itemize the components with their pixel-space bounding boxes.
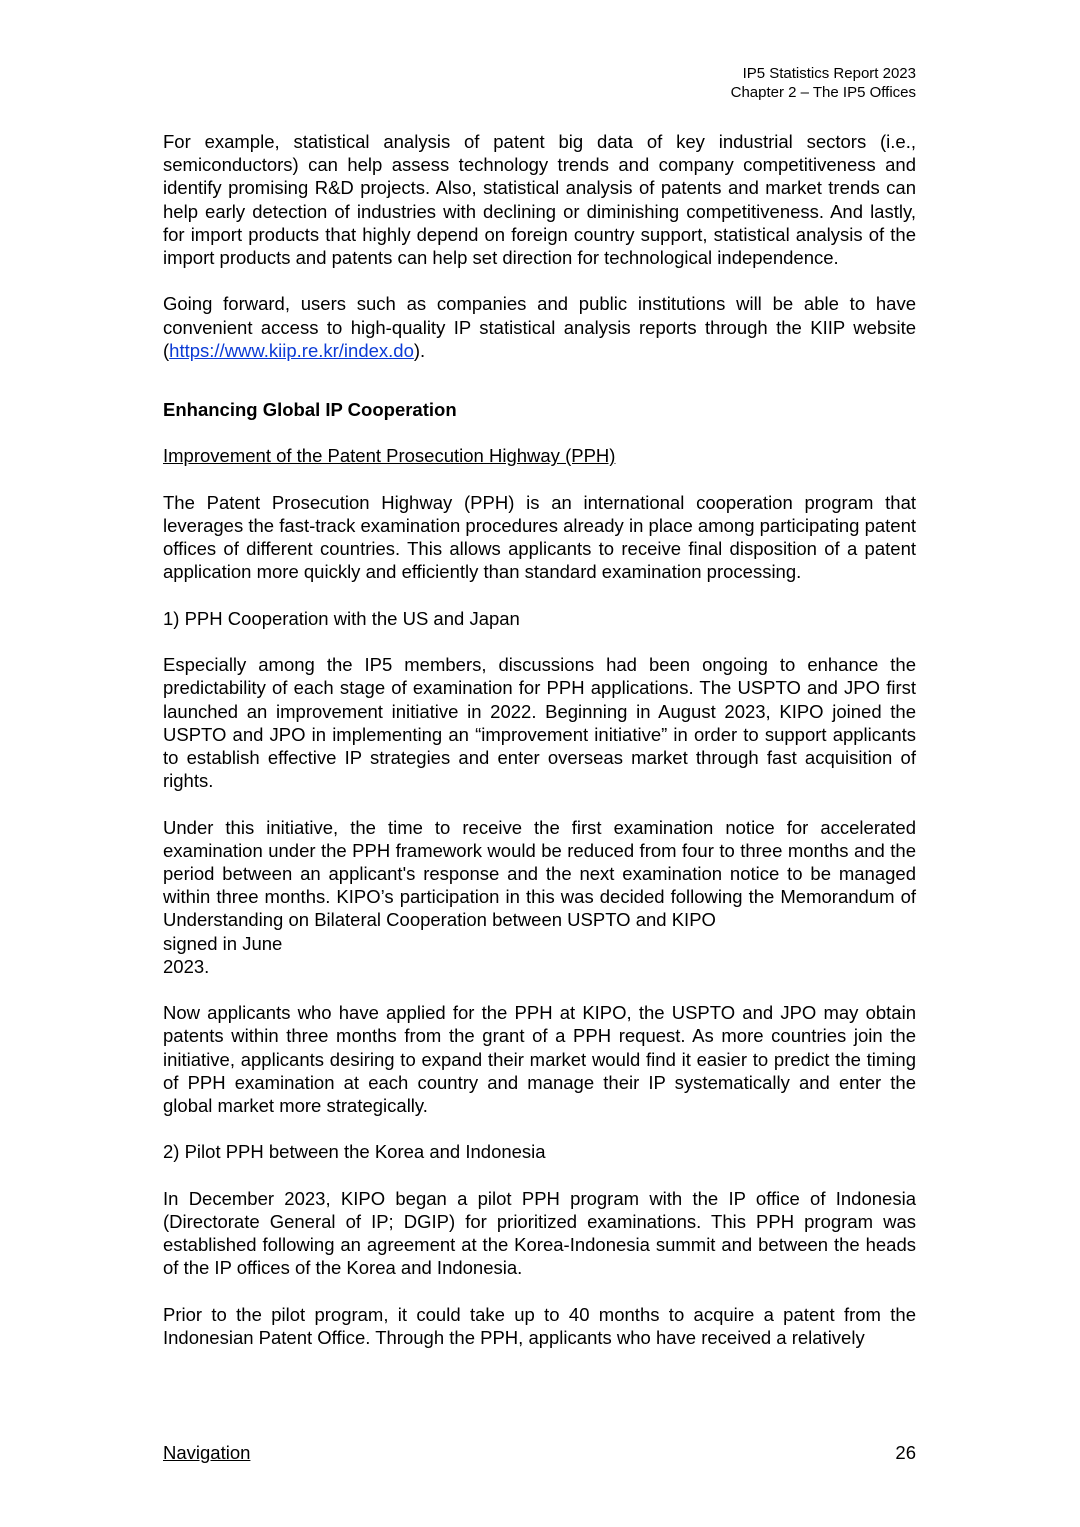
kiip-website-link[interactable]: https://www.kiip.re.kr/index.do bbox=[169, 339, 414, 361]
section-heading: Enhancing Global IP Cooperation bbox=[163, 399, 457, 421]
chapter-title: Chapter 2 – The IP5 Offices bbox=[730, 84, 916, 101]
list-item-title-1: 1) PPH Cooperation with the US and Japan bbox=[163, 607, 520, 629]
paragraph-kiip-analysis: For example, statistical analysis of patent big data of key industrial sectors (i.e., semiconductors) can help assess technology trends and company competitiveness and identify promising R&D projects. Also, statistical analysis of patents and market trends can help early detection of industries with declining or diminishing competitiveness. And lastly, for import products that highly depend on foreign country support, statistical analysis of the import products and patents can help set direction for technological independence. bbox=[163, 131, 916, 269]
paragraph-pph-intro: The Patent Prosecution Highway (PPH) is an international cooperation program that leverages the fast-track examination procedures already in place among participating patent offices of different countries. This allows applicants to receive final disposition of a patent application more quickly and efficiently than standard examination processing. bbox=[163, 491, 916, 583]
paragraph-prior-pilot: Prior to the pilot program, it could take up to 40 months to acquire a patent from the Indonesian Patent Office. Through the PPH, applicants who have received a relatively bbox=[163, 1303, 916, 1348]
paragraph-kiip-website bbox=[163, 292, 916, 362]
page-number: 26 bbox=[895, 1442, 916, 1463]
page-content bbox=[163, 130, 916, 1349]
paragraph-text: Going forward, users such as companies and public institutions will be able to have convenient access to high-quality IP statistical analysis reports through the KIIP website ( bbox=[163, 293, 916, 361]
navigation-link[interactable]: Navigation bbox=[163, 1442, 251, 1463]
report-title: IP5 Statistics Report 2023 bbox=[742, 65, 916, 82]
paragraph-initiative-line: 2023. bbox=[163, 955, 210, 977]
paragraph-indonesia-pilot: In December 2023, KIPO began a pilot PPH program with the IP office of Indonesia (Directorate General of IP; DGIP) for prioritized examinations. This PPH program was established following an agreement at the Korea-Indonesia summit and between the heads of the IP offices of the Korea and Indonesia. bbox=[163, 1187, 916, 1279]
page-header bbox=[731, 64, 916, 102]
subsection-heading: Improvement of the Patent Prosecution Highway (PPH) bbox=[163, 445, 616, 467]
list-item-title-2: 2) Pilot PPH between the Korea and Indonesia bbox=[163, 1141, 546, 1163]
paragraph-applicants: Now applicants who have applied for the PPH at KIPO, the USPTO and JPO may obtain patents within three months from the grant of a PPH request. As more countries join the initiative, applicants desiring to expand their market would find it easier to predict the timing of PPH examination at each country and manage their IP systematically and enter the global market more strategically. bbox=[163, 1002, 916, 1117]
paragraph-text: Under this initiative, the time to receive the first examination notice for accelerated examination under the PPH framework would be reduced from four to three months and the period between an applicant's response and the next examination notice to be managed within three months. KIPO’s participation in this was decided following the Memorandum of Understanding on Bilateral Cooperation between USPTO and KIPO bbox=[163, 816, 916, 931]
paragraph-ip5-discussions: Especially among the IP5 members, discussions had been ongoing to enhance the predictability of each stage of examination for PPH applications. The USPTO and JPO first launched an improvement initiative in 2022. Beginning in August 2023, KIPO joined the USPTO and JPO in implementing an “improvement initiative” in order to support applicants to establish effective IP strategies and enter overseas market through fast acquisition of rights. bbox=[163, 654, 916, 792]
paragraph-initiative-line: signed in June bbox=[163, 932, 283, 954]
paragraph-text-end: ). bbox=[413, 339, 426, 361]
paragraph-initiative bbox=[163, 816, 916, 932]
